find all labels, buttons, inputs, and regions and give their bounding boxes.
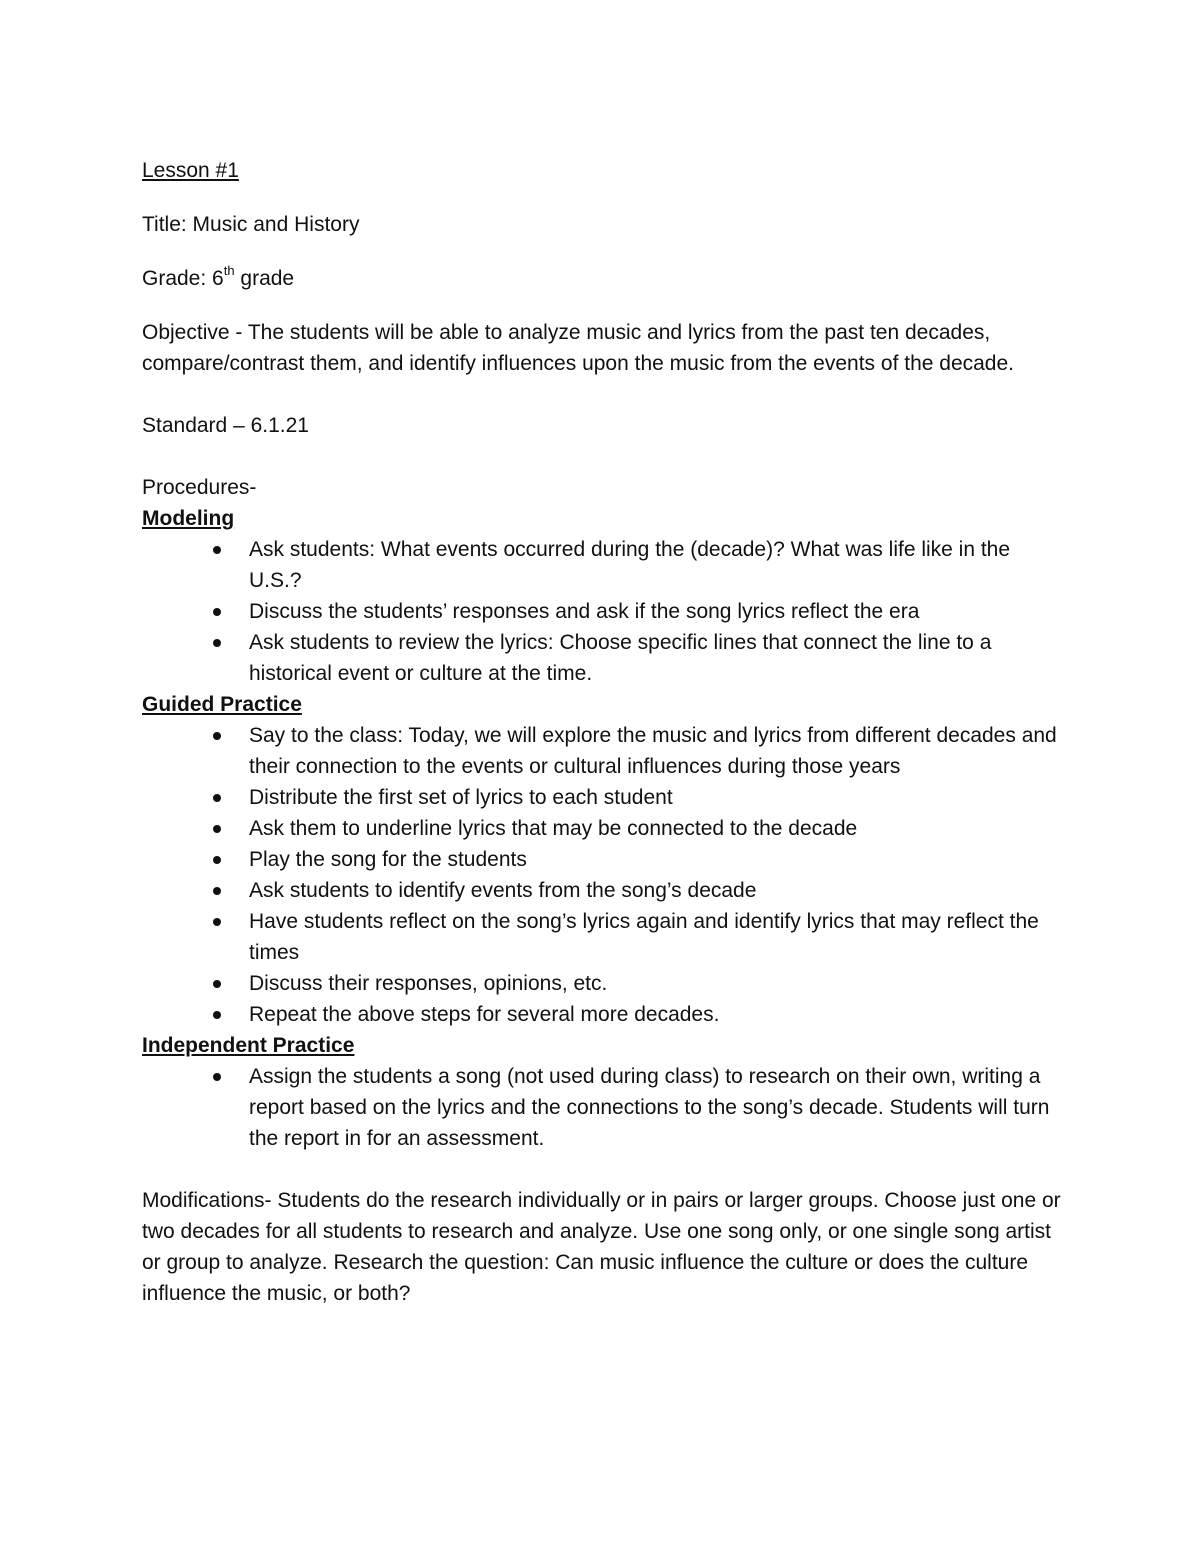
- modifications-paragraph: Modifications- Students do the research individually or in pairs or larger groups. Choose just one or two decades for all students to research and analyze. Use one song only, or one single song artist or group to analyze. Research the question: Can music influence the culture or does the culture influence the music, or both?: [142, 1189, 1061, 1305]
- guided-practice-list: [142, 720, 1062, 1030]
- bullet-icon: [213, 918, 221, 926]
- list-item-text: Ask them to underline lyrics that may be connected to the decade: [249, 817, 858, 840]
- lesson-plan-body: [142, 155, 1062, 1309]
- lesson-title: Title: Music and History: [142, 213, 360, 236]
- list-item: [142, 813, 1062, 844]
- grade-superscript: th: [223, 263, 235, 278]
- list-item: [142, 782, 1062, 813]
- list-item: [142, 968, 1062, 999]
- modeling-list: [142, 534, 1062, 689]
- list-item: [142, 875, 1062, 906]
- list-item: [142, 534, 1062, 596]
- grade-line: [142, 263, 1062, 294]
- list-item-text: Ask students to review the lyrics: Choose specific lines that connect the line to a historical event or culture at the time.: [249, 631, 992, 685]
- list-item-text: Have students reflect on the song’s lyrics again and identify lyrics that may reflect the times: [249, 910, 1039, 964]
- list-item: [142, 720, 1062, 782]
- list-item-text: Play the song for the students: [249, 848, 527, 871]
- bullet-icon: [213, 1011, 221, 1019]
- guided-practice-heading: Guided Practice: [142, 693, 302, 716]
- bullet-icon: [213, 639, 221, 647]
- list-item-text: Say to the class: Today, we will explore the music and lyrics from different decades and their connection to the events or cultural influences during those years: [249, 724, 1057, 778]
- objective-paragraph: Objective - The students will be able to analyze music and lyrics from the past ten decades, compare/contrast them, and identify influences upon the music from the events of the decade.: [142, 321, 1014, 375]
- bullet-icon: [213, 1073, 221, 1081]
- list-item-text: Ask students to identify events from the song’s decade: [249, 879, 757, 902]
- list-item-text: Ask students: What events occurred during the (decade)? What was life like in the U.S.?: [249, 538, 1011, 592]
- bullet-icon: [213, 732, 221, 740]
- list-item: [142, 999, 1062, 1030]
- list-item-text: Discuss the students’ responses and ask if the song lyrics reflect the era: [249, 600, 920, 623]
- bullet-icon: [213, 980, 221, 988]
- list-item-text: Repeat the above steps for several more decades.: [249, 1003, 720, 1026]
- grade-prefix: Grade: 6: [142, 267, 224, 290]
- bullet-icon: [213, 887, 221, 895]
- bullet-icon: [213, 794, 221, 802]
- independent-practice-heading: Independent Practice: [142, 1034, 355, 1057]
- list-item: [142, 906, 1062, 968]
- modeling-heading: Modeling: [142, 507, 235, 530]
- list-item-text: Assign the students a song (not used during class) to research on their own, writing a report based on the lyrics and the connections to the song’s decade. Students will turn the report in for an assessment.: [249, 1065, 1050, 1150]
- bullet-icon: [213, 825, 221, 833]
- bullet-icon: [213, 546, 221, 554]
- independent-practice-list: [142, 1061, 1062, 1154]
- lesson-number: Lesson #1: [142, 159, 239, 182]
- list-item-text: Discuss their responses, opinions, etc.: [249, 972, 608, 995]
- bullet-icon: [213, 856, 221, 864]
- standard-line: Standard – 6.1.21: [142, 414, 309, 437]
- list-item: [142, 844, 1062, 875]
- list-item: [142, 596, 1062, 627]
- list-item: [142, 627, 1062, 689]
- bullet-icon: [213, 608, 221, 616]
- procedures-label: Procedures-: [142, 476, 257, 499]
- list-item: [142, 1061, 1062, 1154]
- grade-suffix: grade: [234, 267, 295, 290]
- list-item-text: Distribute the first set of lyrics to each student: [249, 786, 673, 809]
